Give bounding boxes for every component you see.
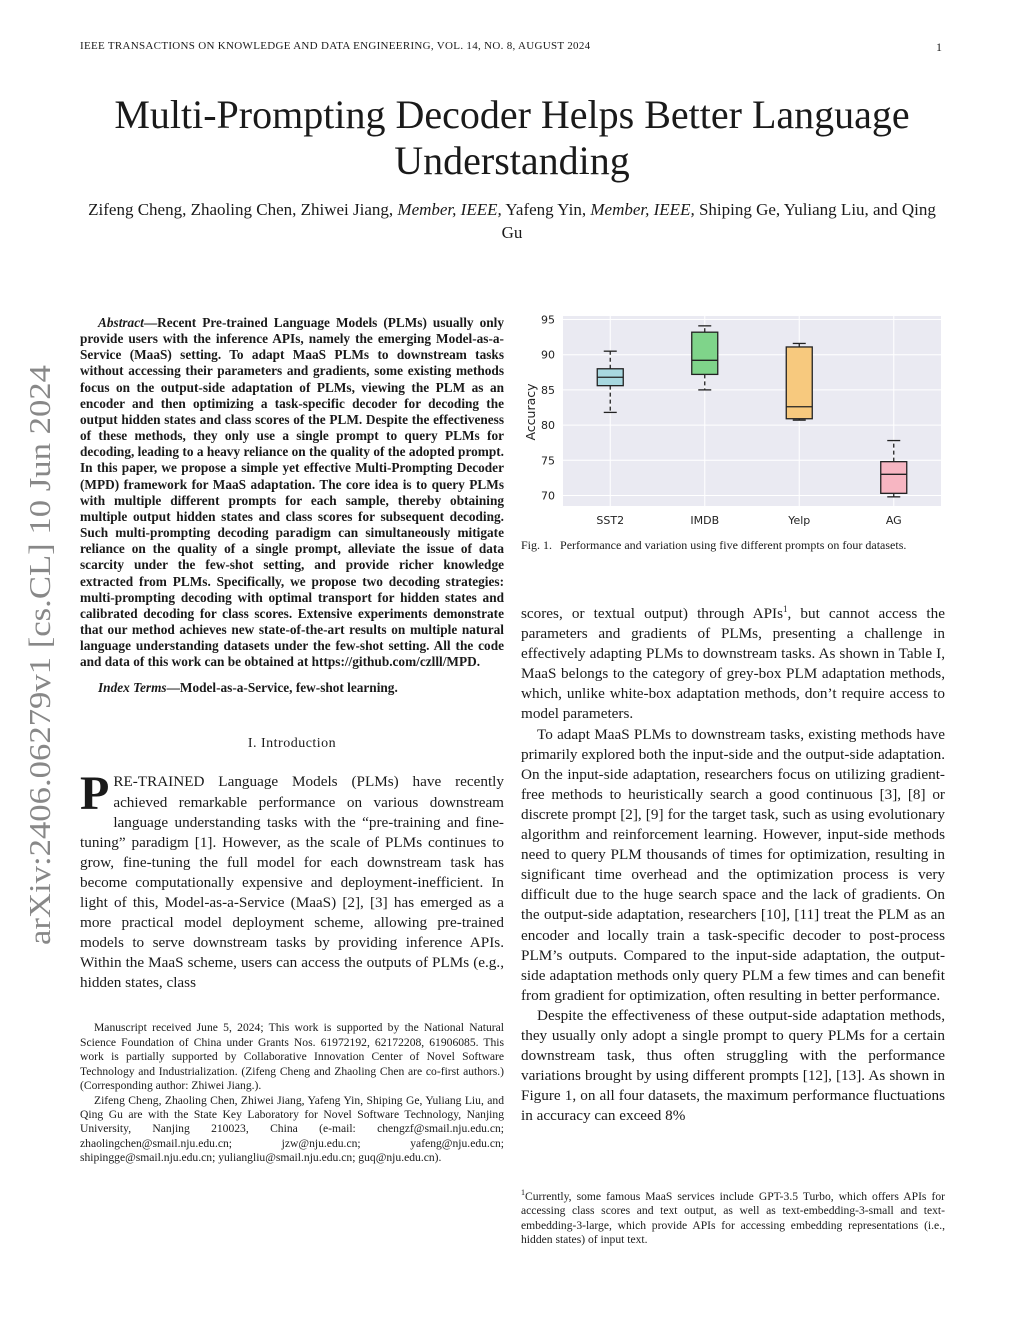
- figure-1: [521, 312, 945, 530]
- figure-caption-label: Fig. 1.: [521, 538, 553, 552]
- index-terms: [80, 680, 504, 696]
- authors-member2: Member, IEEE,: [590, 200, 695, 219]
- right-column: [521, 604, 945, 1126]
- intro-para1-text: RE-TRAINED Language Models (PLMs) have recently achieved remarkable performance on various downstream language understanding tasks with the “pre-training and fine-tuning” paradigm [1]. However, as the scale of PLMs continues to grow, fine-tuning the full model for each downstream task has become computationally expensive and deployment-inefficient. In light of this, Model-as-a-Service (MaaS) [2], [3] has emerged as a more practical model deployment scheme, allowing pre-trained models to serve downstream tasks by providing inference APIs. Within the MaaS scheme, users can access the outputs of PLMs (e.g., hidden states, class: [80, 773, 504, 992]
- y-tick-label-95: 95: [541, 313, 555, 327]
- paper-title: Multi-Prompting Decoder Helps Better Language Understanding: [114, 92, 910, 183]
- y-tick-label-85: 85: [541, 383, 555, 397]
- y-axis-title: Accuracy: [523, 383, 538, 441]
- authors-member1: Member, IEEE,: [397, 200, 502, 219]
- box-yelp: [786, 347, 812, 419]
- intro-paragraph: [80, 767, 504, 993]
- left-column: [80, 315, 504, 1166]
- abstract-label: Abstract: [98, 315, 144, 330]
- right-para-3: Despite the effectiveness of these output-side adaptation methods, they usually only adopt a single prompt to query PLMs for a certain downstream task, thus often struggling with the performance variations brought by using different prompts [12], [13]. As shown in Figure 1, on all four datasets, the maximum performance fluctuations in accuracy can exceed 8%: [521, 1006, 945, 1125]
- section-heading-introduction: I. Introduction: [247, 736, 337, 752]
- right-para-1-a: scores, or textual output) through APIs: [521, 605, 783, 622]
- arxiv-stamp-text: arXiv:2406.06279v1 [cs.CL] 10 Jun 2024: [23, 435, 57, 945]
- figure-caption: [521, 538, 945, 553]
- right-para-2: To adapt MaaS PLMs to downstream tasks, existing methods have primarily explored both the input-side and the output-side adaptation. On the input-side adaptation, researchers focus on utilizing gradient-free methods to heuristically search a good continuous [3], [8] or discrete prompt [2], [9] for the target task, such as using evolutionary algorithm and reinforcement learning. However, input-side methods need to query PLM thousands of times for optimization, resulting in significant time overhead and the optimization process is very difficult due to the huge search space and the lack of gradients. On the output-side adaptation, researchers [10], [11] treat the PLM as an encoder and locally train a task-specific decoder to post-process PLM’s outputs. Compared to the input-side adaptation, the output-side adaptation methods only query PLM a few times and can benefit from gradient for optimization, often resulting in better performance.: [521, 725, 945, 1004]
- arxiv-stamp-svg: [14, 360, 62, 950]
- footnote-ref-1: 1: [782, 603, 788, 614]
- y-tick-label-90: 90: [541, 348, 555, 362]
- box-imdb: [692, 332, 718, 374]
- running-head: IEEE TRANSACTIONS ON KNOWLEDGE AND DATA ENGINEERING, VOL. 14, NO. 8, AUGUST 2024: [80, 40, 591, 52]
- x-tick-label-sst2: SST2: [596, 514, 625, 527]
- y-tick-label-75: 75: [541, 454, 555, 468]
- x-tick-label-ag: AG: [885, 514, 902, 527]
- authors-part2: Yafeng Yin,: [505, 200, 587, 219]
- author-list: [80, 198, 944, 244]
- authors-part3: Shiping Ge, Yuliang Liu, and Qing Gu: [501, 200, 936, 242]
- figure-caption-text: Performance and variation using five different prompts on four datasets.: [560, 538, 907, 552]
- api-footnote-text: Currently, some famous MaaS services include GPT-3.5 Turbo, which offers APIs for accessing class scores and text output, as well as text-embedding-3-small and text-embedding-3-large, which provide APIs for accessing embedding representations (i.e., hidden states) of input text.: [521, 1190, 945, 1247]
- manuscript-footnote: Manuscript received June 5, 2024; This work is supported by the National Natural Science Foundation of China under Grants Nos. 61972192, 62172208, 61906085. This work is partially supported by Collaborative Innovation Center of Novel Software Technology and Industrialization. (Zifeng Cheng and Zhaoling Chen are co-first authors.) (Corresponding author: Zhiwei Jiang.).: [80, 1021, 504, 1093]
- dropcap-letter: P: [80, 767, 110, 821]
- x-tick-label-imdb: IMDB: [690, 514, 720, 527]
- page-number: 1: [936, 40, 942, 54]
- abstract: [80, 315, 504, 670]
- abstract-text: —Recent Pre-trained Language Models (PLMs) usually only provide users with the inference APIs, namely the emerging Model-as-a-Service (MaaS) setting. To adapt MaaS PLMs to downstream tasks without accessing their parameters and gradients, some existing methods focus on the output-side adaptation of PLMs, viewing the PLM as an encoder and then optimizing a task-specific decoder for decoding the output hidden states and class scores of the PLM. Despite the effectiveness of these methods, they only use a single prompt to query PLMs for decoding, leading to a heavy reliance on the quality of the adopted prompt. In this paper, we propose a simple yet effective Multi-Prompting Decoder (MPD) framework for MaaS adaptation. The core idea is to query PLMs with multiple different prompts for each sample, thereby obtaining multiple output hidden states and class scores for subsequent decoding. Such multi-prompting decoding paradigm can simultaneously mitigate reliance on the quality of a single prompt, alleviate the issue of data scarcity under the few-shot setting, and provide richer knowledge extracted from PLMs. Specifically, we propose two decoding strategies: multi-prompting decoding with optimal transport for hidden states and calibrated decoding for class scores. Extensive experiments demonstrate that our method achieves new state-of-the-art results on multiple natural language understanding datasets under the few-shot setting. All the code and data of this work can be obtained at https://github.com/czlll/MPD.: [80, 315, 504, 670]
- right-para-1-b: , but cannot access the parameters and gradients of PLMs, presenting a challenge in effectively adapting PLMs to downstream tasks. As shown in Table I, MaaS belongs to the category of grey-box PLM adaptation methods, which, unlike white-box adaptation methods, don’t require access to model parameters.: [521, 605, 945, 723]
- api-footnote: [521, 1190, 945, 1248]
- api-footnote-mark: 1: [521, 1188, 525, 1198]
- boxplot-chart: [521, 312, 945, 530]
- y-tick-label-80: 80: [541, 419, 555, 433]
- affiliation-footnote: Zifeng Cheng, Zhaoling Chen, Zhiwei Jiang, Yafeng Yin, Shiping Ge, Yuliang Liu, and Qing Gu are with the State Key Laboratory for Novel Software Technology, Nanjing University, Nanjing 210023, China (e-mail: chengzf@smail.nju.edu.cn; zhaolingchen@smail.nju.edu.cn; jzw@nju.edu.cn; yafeng@nju.edu.cn; shipingge@smail.nju.edu.cn; yuliangliu@smail.nju.edu.cn; guq@nju.edu.cn).: [80, 1093, 504, 1165]
- index-terms-text: —Model-as-a-Service, few-shot learning.: [166, 680, 398, 696]
- x-tick-label-yelp: Yelp: [788, 514, 811, 527]
- index-terms-label: Index Terms: [98, 680, 167, 696]
- box-ag: [881, 462, 907, 494]
- y-tick-label-70: 70: [541, 489, 555, 503]
- authors-part1: Zifeng Cheng, Zhaoling Chen, Zhiwei Jiang,: [88, 200, 394, 219]
- arxiv-stamp: [14, 360, 62, 950]
- right-para-1: [521, 604, 945, 725]
